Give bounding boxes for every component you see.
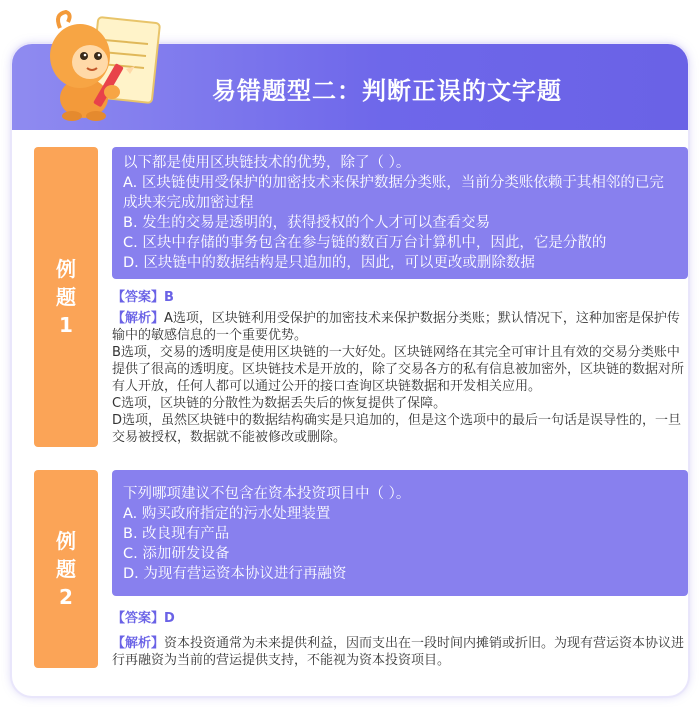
example-1-answer-label: 【答案】 <box>112 290 165 305</box>
example-1-analysis-c: C选项，区块链的分散性为数据丢失后的恢复提供了保障。 <box>112 396 447 411</box>
example-2-answer-value: D <box>164 611 175 626</box>
example-2-label-char-2: 题 <box>56 557 76 581</box>
example-1-answer-section <box>112 289 688 446</box>
example-1-option-a: A. 区块链使用受保护的加密技术来保护数据分类账，当前分类账依赖于其相邻的已完成块来完成加密过程 <box>123 175 664 211</box>
example-1-label-char-2: 题 <box>56 285 76 309</box>
example-2-option-b: B. 改良现有产品 <box>123 526 230 542</box>
example-2-answer-row <box>112 610 688 627</box>
example-2-label <box>34 470 98 668</box>
example-1-analysis-b: B选项，交易的透明度是使用区块链的一大好处。区块链网络在其完全可审计且有效的交易分类账中提供了很高的透明度。区块链技术是开放的，除了交易各方的私有信息被加密外，区块链的数据对所有人开放，任何人都可以通过公开的接口查询区块链数据和开发相关应用。 <box>112 345 685 394</box>
example-1-question: 以下都是使用区块链技术的优势，除了（ ）。 <box>123 155 411 171</box>
example-2-analysis-label: 【解析】 <box>112 636 165 651</box>
example-2-label-char-1: 例 <box>56 529 76 553</box>
banner-title: 易错题型二：判断正误的文字题 <box>212 77 562 105</box>
example-1-analysis-a-text: A选项，区块链利用受保护的加密技术来保护数据分类账；默认情况下，这种加密是保护传输中的敏感信息的一个重要优势。 <box>112 311 680 343</box>
example-1-option-b: B. 发生的交易是透明的，获得授权的个人才可以查看交易 <box>123 215 491 231</box>
example-1-answer-row <box>112 289 688 306</box>
content-card <box>12 44 688 696</box>
example-2-answer-section <box>112 610 688 669</box>
example-1-analysis-d: D选项，虽然区块链中的数据结构确实是只追加的，但是这个选项中的最后一句话是误导性的，一旦交易被授权，数据就不能被修改或删除。 <box>112 413 682 445</box>
example-1-label-char-1: 例 <box>56 257 76 281</box>
example-1-analysis-a <box>112 310 688 344</box>
example-1-analysis-label: 【解析】 <box>112 311 165 326</box>
example-2-analysis <box>112 635 688 669</box>
example-2-question: 下列哪项建议不包含在资本投资项目中（ ）。 <box>123 486 411 502</box>
example-2-answer-label: 【答案】 <box>112 611 165 626</box>
example-2-option-d: D. 为现有营运资本协议进行再融资 <box>123 566 347 582</box>
example-1-label <box>34 147 98 447</box>
example-1-answer-value: B <box>164 290 174 305</box>
example-2-question-box <box>112 470 688 596</box>
example-1-option-d: D. 区块链中的数据结构是只追加的，因此，可以更改或删除数据 <box>123 255 535 271</box>
example-2-option-a: A. 购买政府指定的污水处理装置 <box>123 506 331 522</box>
example-1-option-c: C. 区块中存储的事务包含在参与链的数百万台计算机中，因此，它是分散的 <box>123 235 607 251</box>
example-2-option-c: C. 添加研发设备 <box>123 546 230 562</box>
example-1-label-char-3: 1 <box>59 313 73 337</box>
mascot-icon <box>32 6 172 126</box>
example-1-question-box <box>112 147 688 279</box>
example-2-analysis-text: 资本投资通常为未来提供利益，因而支出在一段时间内摊销或折旧。为现有营运资本协议进行再融资为当前的营运提供支持，不能视为资本投资项目。 <box>112 636 685 668</box>
example-2-label-char-3: 2 <box>59 585 73 609</box>
